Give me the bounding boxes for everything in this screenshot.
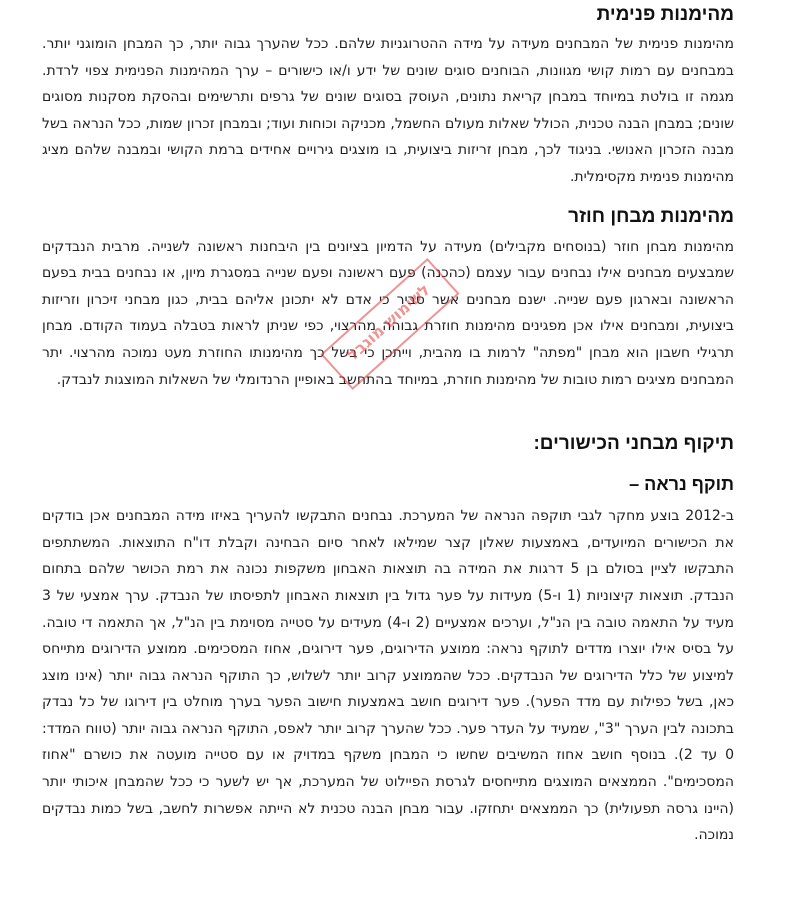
section-title-internal-reliability: מהימנות פנימית [596, 4, 734, 25]
document-page [42, 0, 734, 849]
section-title-face-validity: תוקף נראה – [629, 474, 734, 495]
validity-heading: תיקוף מבחני הכישורים: [533, 433, 734, 455]
section-body-test-retest-reliability: מהימנות מבחן חוזר (בנוסחים מקבילים) מעידה על הדמיון בציונים בין היבחנות ראשונה לשנייה. מרבית הנבדקים שמבצעים מבחנים אילו נבחנים עבור עצמם (כהכנה) פעם ראשונה ופעם שנייה במסגרת מיון, או נבחנים בבית בפעם הראשונה ובארגון פעם שנייה. ישנם מבחנים אשר סביר כי אדם לא יתכונן אליהם בבית, כגון מבחני זיכרון וזריזות ביצועית, ומבחנים אילו אכן מפגינים מהימנות חוזרת גבוהה מהרצוי, כפי שניתן לראות בטבלה בעמוד הקודם. מבחן תרגילי חשבון הוא מבחן "מפתה" לרמות בו מהבית, וייתכן כי בשל כך מהימנותו החוזרת מעט נמוכה מהרצוי. יתר המבחנים מציגים רמות טובות של מהימנות חוזרת, במיוחד בהתחשב באופיין הרנדומלי של השאלות המוצגות לנבדק. [42, 238, 734, 388]
section-body-internal-reliability: מהימנות פנימית של המבחנים מעידה על מידה ההטרוגניות שלהם. ככל שהערך גבוה יותר, כך המבחן הומוגני יותר. במבחנים עם רמות קושי מגוונות, הבוחנים סוגים שונים של ידע ו/או כישורים – ערך המהימנות הפנימית צפוי לרדת. מגמה זו בולטת במיוחד במבחן קריאת נתונים, העוסק בסוגים שונים של גרפים ותרשימים ובהסקת מסקנות מסוגים שונים; במבחן הבנה טכנית, הכולל שאלות מעולם החשמל, מכניקה וכוחות ועוד; ובמבחן זכרון שמות, ככל הנראה בשל מבנה הזכרון האנושי. בניגוד לכך, מבחן זריזות ביצועית, בו מוצגים גירויים אחידים ברמת הקושי ובמבנה שלהם מציג מהימנות פנימית מקסימלית. [42, 36, 734, 185]
section-title-test-retest-reliability: מהימנות מבחן חוזר [568, 205, 734, 227]
section-body-face-validity: ב-2012 בוצע מחקר לגבי תוקפה הנראה של המערכת. נבחנים התבקשו להעריך באיזו מידה המבחנים אכן בודקים את הכישורים המיועדים, באמצעות שאלון קצר שמילאו לאחר סיום הבחינה וקבלת דו"ח התוצאות. המשתתפים התבקשו לציין בסולם בן 5 דרגות את המידה בה תוצאות האבחון משקפות נכונה את רמת הכושר שלהם בתחום הנבדק. תוצאות קיצוניות (1 ו-5) מעידות על פער גדול בין תוצאות האבחון לתפיסתו של הנבדק. ערך אמצעי של 3 מעיד על התאמה טובה בין הנ"ל, וערכים אמצעיים (2 ו-4) מעידים על סטייה מסוימת בין הנ"ל, אך התאמה די טובה. על בסיס אילו יוצרו מדדים לתוקף נראה: ממוצע הדירוגים, פער דירוגים, אחוז המסכימים. ממוצע הדירוגים מתייחס למיצוע של כלל הדירוגים של הנבדקים. ככל שהממוצע קרוב יותר לשלוש, כך התוקף הנראה גבוה יותר (אינו מוצג כאן, בשל כפילות עם מדד הפער). פער דירוגים חושב באמצעות חישוב הפער בערך מוחלט בין דירוגו של כל נבדק בתכונה לבין הערך "3", שמעיד על העדר פער. ככל שהערך קרוב יותר לאפס, התוקף הנראה גבוה יותר (טווח המדד: 0 עד 2). בנוסף חושב אחוז המשיבים שחשו כי המבחן משקף במדויק או עם סטייה מועטה את כושרם "אחוז המסכימים". הממצאים המוצגים מתייחסים לגרסת הפיילוט של המערכת, אך יש לשער כי ככל שהמבחן איכותי יותר (היינו גרסה תפעולית) כך הממצאים יתחזקו. עבור מבחן הבנה טכנית לא הייתה אפשרות לחשב, בשל כמות נבדקים נמוכה. [42, 508, 734, 844]
watermark-stamp: לשימוש מוגבל [320, 258, 459, 390]
